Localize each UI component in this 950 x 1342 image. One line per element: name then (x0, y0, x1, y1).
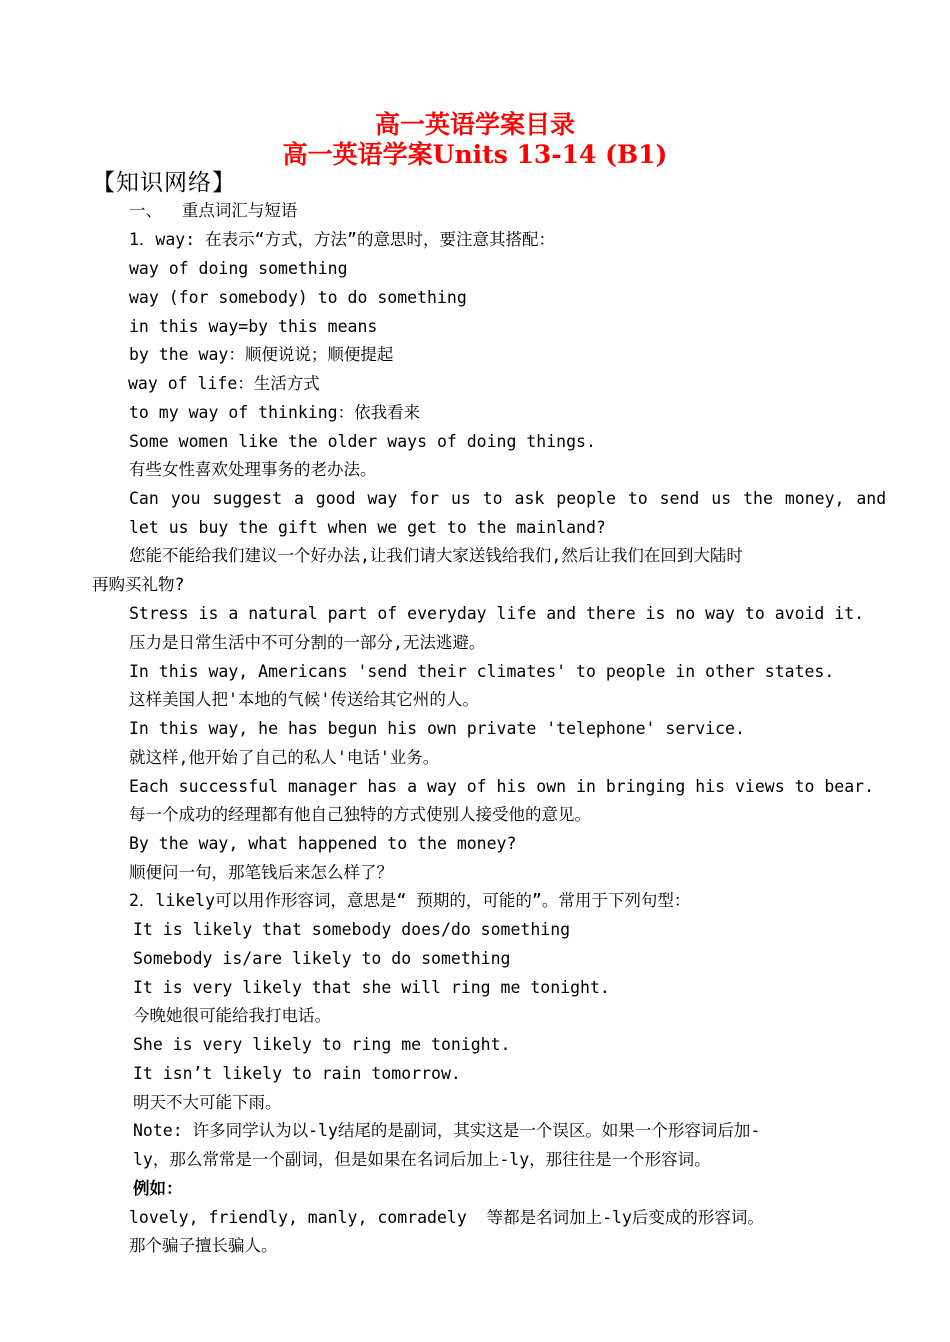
text-line: It is likely that somebody does/do something (133, 920, 571, 939)
text-line: 再购买礼物? (92, 575, 185, 594)
document-subtitle: 高一英语学案Units 13-14 (B1) (282, 140, 668, 169)
text-line: Note: 许多同学认为以-ly结尾的是副词，其实这是一个误区。如果一个形容词后加- (133, 1121, 761, 1140)
text-line: Some women like the older ways of doing things. (129, 432, 596, 451)
text-line: in this way=by this means (129, 317, 378, 336)
text-line: 这样美国人把'本地的气候'传送给其它州的人。 (129, 690, 479, 709)
text-line: 压力是日常生活中不可分割的一部分,无法逃避。 (129, 633, 486, 652)
text-line: let us buy the gift when we get to the mainland? (129, 518, 606, 537)
text-line: 就这样,他开始了自己的私人'电话'业务。 (129, 748, 440, 767)
text-line: In this way, Americans 'send their climates' to people in other states. (129, 662, 835, 681)
text-line: 您能不能给我们建议一个好办法,让我们请大家送钱给我们,然后让我们在回到大陆时 (129, 546, 743, 565)
text-line: 明天不大可能下雨。 (133, 1093, 282, 1112)
text-line: 有些女性喜欢处理事务的老办法。 (129, 460, 377, 479)
text-line: 今晚她很可能给我打电话。 (133, 1006, 331, 1025)
text-line: way of doing something (129, 259, 348, 278)
text-line: It is very likely that she will ring me tonight. (133, 978, 610, 997)
text-line: Stress is a natural part of everyday life and there is no way to avoid it. (129, 604, 865, 623)
text-line-example-label: 例如： (133, 1179, 183, 1198)
text-line: 顺便问一句，那笔钱后来怎么样了？ (129, 863, 393, 882)
text-line: Can you suggest a good way for us to ask people to send us the money, and (129, 489, 887, 508)
text-line: lovely, friendly, manly, comradely 等都是名词加上-ly后变成的形容词。 (129, 1208, 764, 1227)
text-line: 1．way: 在表示“方式，方法”的意思时，要注意其搭配： (129, 230, 555, 249)
text-line: 那个骗子擅长骗人。 (129, 1236, 278, 1255)
text-line: In this way, he has begun his own private 'telephone' service. (129, 719, 745, 738)
text-line: She is very likely to ring me tonight. (133, 1035, 511, 1054)
text-line: way (for somebody) to do something (129, 288, 467, 307)
text-line: 一、 重点词汇与短语 (129, 201, 298, 220)
text-line: Somebody is/are likely to do something (133, 949, 511, 968)
text-line: to my way of thinking：依我看来 (129, 403, 421, 422)
text-line: ly，那么常常是一个副词，但是如果在名词后加上-ly，那往往是一个形容词。 (133, 1150, 711, 1169)
text-line: 2．likely可以用作形容词，意思是“ 预期的，可能的”。常用于下列句型： (129, 891, 691, 910)
text-line: Each successful manager has a way of his own in bringing his views to bear. (129, 777, 875, 796)
text-line: way of life：生活方式 (128, 374, 320, 393)
text-line: by the way：顺便说说；顺便提起 (129, 345, 394, 364)
text-line: It isn’t likely to rain tomorrow. (133, 1064, 461, 1083)
document-title: 高一英语学案目录 (374, 110, 575, 139)
section-heading: 【知识网络】 (92, 170, 236, 196)
text-line: 每一个成功的经理都有他自己独特的方式使别人接受他的意见。 (129, 805, 591, 824)
text-line: By the way, what happened to the money? (129, 834, 517, 853)
